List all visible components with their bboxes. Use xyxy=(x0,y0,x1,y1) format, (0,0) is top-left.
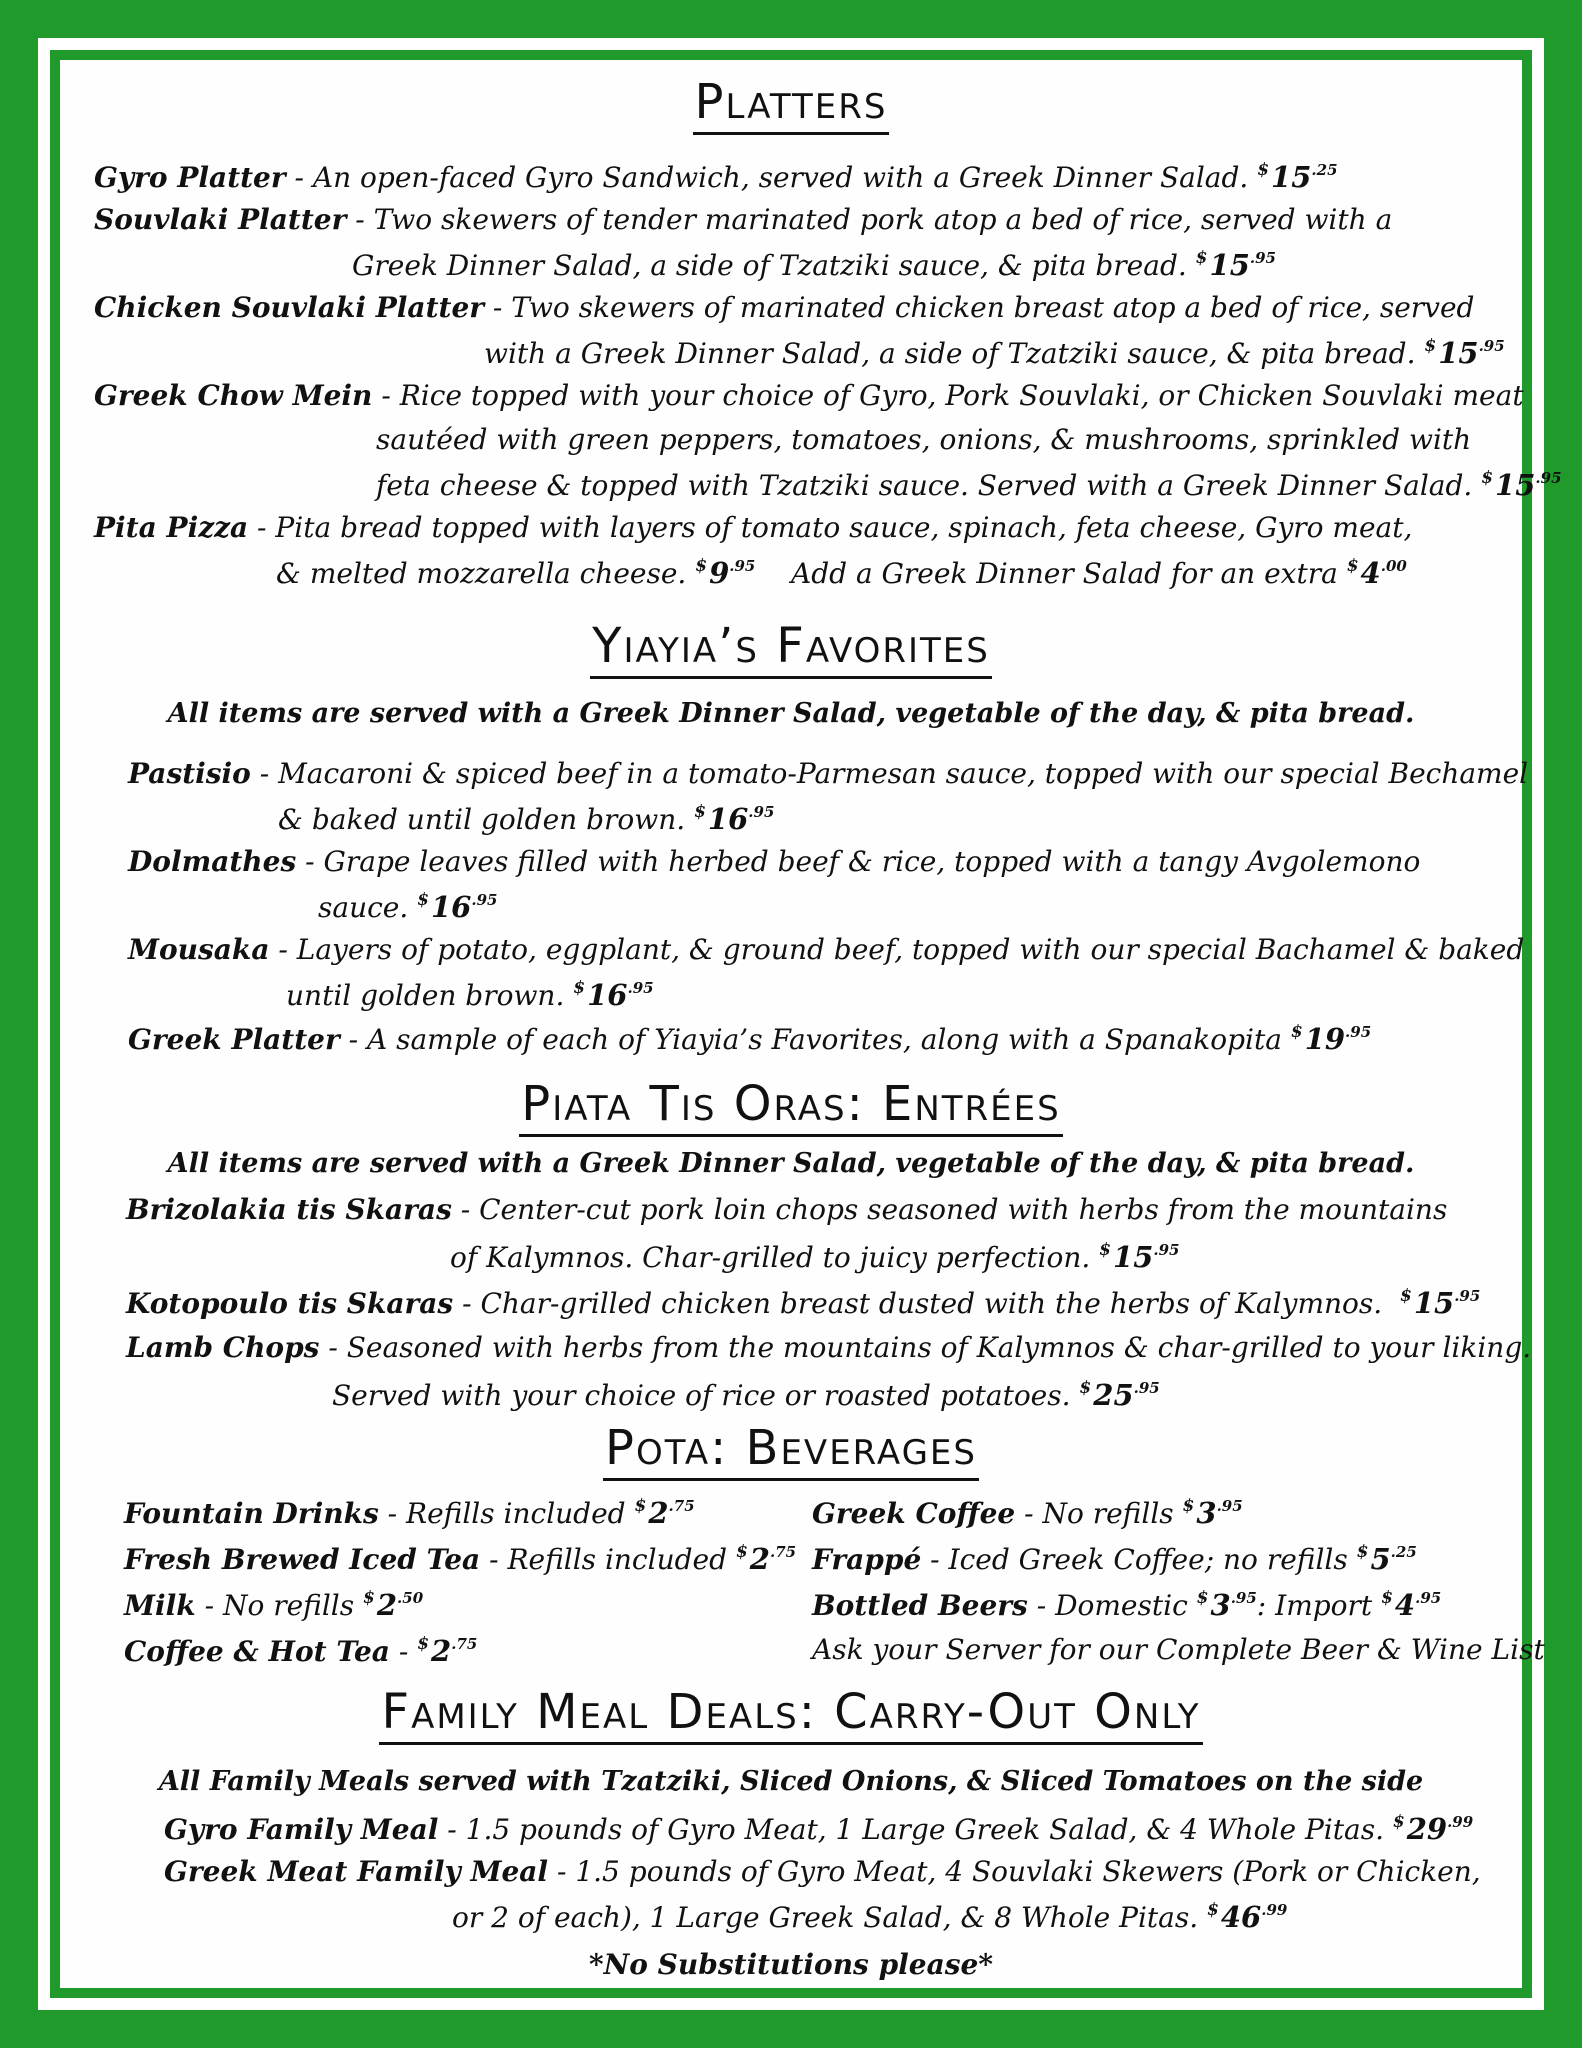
item-desc: Layers of potato, eggplant, & ground beef, topped with our special Bachamel & baked xyxy=(296,933,1525,966)
menu-item-souvlaki-platter-cont: Greek Dinner Salad, a side of Tzatziki sauce, & pita bread. $^{\$}15^{.95}$ xyxy=(352,248,1276,282)
entrees-heading: Piata Tis Oras: Entrées xyxy=(60,1080,1522,1128)
item-desc: Seasoned with herbs from the mountains of Kalymnos & char-grilled to your liking. xyxy=(346,1331,1532,1364)
bev-iced-tea: Fresh Brewed Iced Tea - Refills included $^{\$}2^{.75}$ xyxy=(124,1542,797,1576)
import-price: $^{\$}4^{.95}$ xyxy=(1381,1588,1442,1622)
item-price: $^{\$}2^{.75}$ xyxy=(735,1542,797,1576)
item-price: $^{\$}15^{.95}$ xyxy=(1399,1286,1481,1320)
item-price: $^{\$}15^{.25}$ xyxy=(1257,160,1338,194)
item-name: Greek Meat Family Meal xyxy=(164,1855,549,1888)
menu-item-dolmathes: Dolmathes - Grape leaves filled with herbed beef & rice, topped with a tangy Avgolemono xyxy=(128,845,1421,878)
family-subtitle: All Family Meals served with Tzatziki, Sliced Onions, & Sliced Tomatoes on the side xyxy=(158,1766,1424,1797)
item-desc: Macaroni & spiced beef in a tomato-Parmesan sauce, topped with our special Bechamel xyxy=(278,757,1529,790)
menu-item-lamb-chops: Lamb Chops - Seasoned with herbs from the mountains of Kalymnos & char-grilled to your liking. xyxy=(126,1331,1532,1364)
menu-item-dolmathes-cont: sauce. $^{\$}16^{.95}$ xyxy=(318,890,498,924)
menu-item-gyro-family-meal: Gyro Family Meal - 1.5 pounds of Gyro Meat, 1 Large Greek Salad, & 4 Whole Pitas. $^{\$}29^{.99}$ xyxy=(164,1812,1474,1846)
addon-note: Add a Greek Dinner Salad for an extra xyxy=(790,557,1338,590)
item-name: Gyro Platter xyxy=(94,161,286,194)
bev-frappe: Frappé - Iced Greek Coffee; no refills $^{\$}5^{.25}$ xyxy=(812,1542,1417,1576)
menu-item-pastisio-cont: & baked until golden brown. $^{\$}16^{.95}$ xyxy=(278,802,775,836)
menu-item-brizolakia: Brizolakia tis Skaras - Center-cut pork loin chops seasoned with herbs from the mountains xyxy=(126,1193,1448,1226)
item-price: $^{\$}15^{.95}$ xyxy=(1099,1240,1180,1274)
item-desc: Rice topped with your choice of Gyro, Pork Souvlaki, or Chicken Souvlaki meat xyxy=(399,379,1524,412)
item-price: $^{\$}16^{.95}$ xyxy=(417,890,498,924)
menu-item-brizolakia-cont: of Kalymnos. Char-grilled to juicy perfection. $^{\$}15^{.95}$ xyxy=(450,1240,1180,1274)
item-desc: 1.5 pounds of Gyro Meat, 4 Souvlaki Skewers (Pork or Chicken, xyxy=(575,1855,1481,1888)
item-desc: Grape leaves filled with herbed beef & rice, topped with a tangy Avgolemono xyxy=(323,845,1421,878)
item-name: Pita Pizza xyxy=(94,511,249,544)
item-name: Greek Chow Mein xyxy=(94,379,373,412)
item-desc: Pita bread topped with layers of tomato sauce, spinach, feta cheese, Gyro meat, xyxy=(275,511,1413,544)
item-name: Chicken Souvlaki Platter xyxy=(94,291,485,324)
menu-item-pita-pizza: Pita Pizza - Pita bread topped with layers of tomato sauce, spinach, feta cheese, Gyro meat, xyxy=(94,511,1413,544)
menu-item-greek-meat-family-meal: Greek Meat Family Meal - 1.5 pounds of Gyro Meat, 4 Souvlaki Skewers (Pork or Chicken, xyxy=(164,1855,1481,1888)
bev-fountain-drinks: Fountain Drinks - Refills included $^{\$}2^{.75}$ xyxy=(124,1496,695,1530)
item-name: Greek Platter xyxy=(128,1023,340,1056)
item-name: Mousaka xyxy=(128,933,270,966)
addon-price: $^{\$}4^{.00}$ xyxy=(1346,556,1407,590)
menu-page xyxy=(60,60,1562,1988)
menu-item-greek-chow-mein: Greek Chow Mein - Rice topped with your choice of Gyro, Pork Souvlaki, or Chicken Souvlaki meat xyxy=(94,379,1524,412)
item-name: Kotopoulo tis Skaras xyxy=(126,1287,454,1320)
item-price: $^{\$}3^{.95}$ xyxy=(1196,1588,1257,1622)
menu-item-mousaka: Mousaka - Layers of potato, eggplant, & ground beef, topped with our special Bachamel & baked xyxy=(128,933,1525,966)
menu-item-pita-pizza-cont: & melted mozzarella cheese. $^{\$}9^{.95}$ Add a Greek Dinner Salad for an extra $^{\$}4^{.00}$ xyxy=(276,556,1407,590)
item-name: Dolmathes xyxy=(128,845,297,878)
yiayia-subtitle: All items are served with a Greek Dinner Salad, vegetable of the day, & pita bread. xyxy=(167,698,1415,729)
item-desc: Two skewers of marinated chicken breast atop a bed of rice, served xyxy=(511,291,1475,324)
bev-greek-coffee: Greek Coffee - No refills $^{\$}3^{.95}$ xyxy=(812,1496,1243,1530)
no-substitutions-note: *No Substitutions please* xyxy=(589,1948,993,1981)
item-price: $^{\$}16^{.95}$ xyxy=(573,978,654,1012)
item-desc: Two skewers of tender marinated pork atop a bed of rice, served with a xyxy=(373,203,1393,236)
menu-item-mousaka-cont: until golden brown. $^{\$}16^{.95}$ xyxy=(286,978,654,1012)
item-name: Brizolakia tis Skaras xyxy=(126,1193,452,1226)
item-name: Gyro Family Meal xyxy=(164,1813,439,1846)
menu-item-souvlaki-platter: Souvlaki Platter - Two skewers of tender marinated pork atop a bed of rice, served with a xyxy=(94,203,1393,236)
yiayia-heading: Yiayia’s Favorites xyxy=(60,622,1522,670)
menu-item-chicken-souvlaki-platter: Chicken Souvlaki Platter - Two skewers of marinated chicken breast atop a bed of rice, served xyxy=(94,291,1475,324)
item-desc: Char-grilled chicken breast dusted with the herbs of Kalymnos. xyxy=(480,1287,1383,1320)
item-price: $^{\$}15^{.95}$ xyxy=(1424,336,1505,370)
item-name: Pastisio xyxy=(128,757,251,790)
menu-item-greek-chow-mein-cont2: feta cheese & topped with Tzatziki sauce. Served with a Greek Dinner Salad. $^{\$}15^{.95}$ xyxy=(376,468,1562,502)
menu-item-chicken-souvlaki-platter-cont: with a Greek Dinner Salad, a side of Tzatziki sauce, & pita bread. $^{\$}15^{.95}$ xyxy=(484,336,1505,370)
entrees-subtitle: All items are served with a Greek Dinner Salad, vegetable of the day, & pita bread. xyxy=(167,1148,1415,1179)
platters-heading: Platters xyxy=(60,78,1522,126)
item-desc: 1.5 pounds of Gyro Meat, 1 Large Greek Salad, & 4 Whole Pitas. xyxy=(465,1813,1384,1846)
item-price: $^{\$}19^{.95}$ xyxy=(1290,1022,1372,1056)
bev-coffee-hot-tea: Coffee & Hot Tea - $^{\$}2^{.75}$ xyxy=(124,1634,478,1668)
item-price: $^{\$}15^{.95}$ xyxy=(1481,468,1562,502)
item-price: $^{\$}29^{.99}$ xyxy=(1392,1812,1474,1846)
item-price: $^{\$}3^{.95}$ xyxy=(1182,1496,1243,1530)
menu-item-pastisio: Pastisio - Macaroni & spiced beef in a tomato-Parmesan sauce, topped with our special Bechamel xyxy=(128,757,1529,790)
family-heading: Family Meal Deals: Carry-Out Only xyxy=(60,1688,1522,1736)
menu-item-greek-meat-family-meal-cont: or 2 of each), 1 Large Greek Salad, & 8 Whole Pitas. $^{\$}46^{.99}$ xyxy=(452,1900,1288,1934)
item-desc: An open-faced Gyro Sandwich, served with a Greek Dinner Salad. xyxy=(312,161,1249,194)
item-price: $^{\$}46^{.99}$ xyxy=(1207,1900,1288,1934)
beverages-heading: Pota: Beverages xyxy=(60,1424,1522,1472)
item-name: Souvlaki Platter xyxy=(94,203,347,236)
bev-bottled-beers: Bottled Beers - Domestic $^{\$}3^{.95}$: Import $^{\$}4^{.95}$ xyxy=(812,1588,1442,1622)
item-price: $^{\$}2^{.75}$ xyxy=(634,1496,695,1530)
item-price: $^{\$}2^{.50}$ xyxy=(363,1588,424,1622)
bev-milk: Milk - No refills $^{\$}2^{.50}$ xyxy=(124,1588,424,1622)
item-price: $^{\$}2^{.75}$ xyxy=(417,1634,478,1668)
menu-item-greek-platter: Greek Platter - A sample of each of Yiayia’s Favorites, along with a Spanakopita $^{\$}19^{.95}$ xyxy=(128,1022,1372,1056)
item-desc: Center-cut pork loin chops seasoned with herbs from the mountains xyxy=(479,1193,1448,1226)
item-price: $^{\$}16^{.95}$ xyxy=(694,802,775,836)
item-name: Lamb Chops xyxy=(126,1331,320,1364)
item-price: $^{\$}9^{.95}$ xyxy=(695,556,756,590)
menu-item-lamb-chops-cont: Served with your choice of rice or roasted potatoes. $^{\$}25^{.95}$ xyxy=(332,1378,1160,1412)
item-price: $^{\$}5^{.25}$ xyxy=(1356,1542,1417,1576)
item-price: $^{\$}25^{.95}$ xyxy=(1079,1378,1160,1412)
menu-item-gyro-platter: Gyro Platter - An open-faced Gyro Sandwich, served with a Greek Dinner Salad. $^{\$}15^{.25}$ xyxy=(94,160,1338,194)
menu-item-greek-chow-mein-cont1: sautéed with green peppers, tomatoes, onions, & mushrooms, sprinkled with xyxy=(376,423,1472,456)
bev-ask-note: Ask your Server for our Complete Beer & Wine List xyxy=(812,1633,1545,1666)
menu-item-kotopoulo: Kotopoulo tis Skaras - Char-grilled chicken breast dusted with the herbs of Kalymnos. $^{\$}15^{.95}$ xyxy=(126,1286,1481,1320)
item-desc: A sample of each of Yiayia’s Favorites, along with a Spanakopita xyxy=(366,1023,1282,1056)
item-price: $^{\$}15^{.95}$ xyxy=(1195,248,1276,282)
